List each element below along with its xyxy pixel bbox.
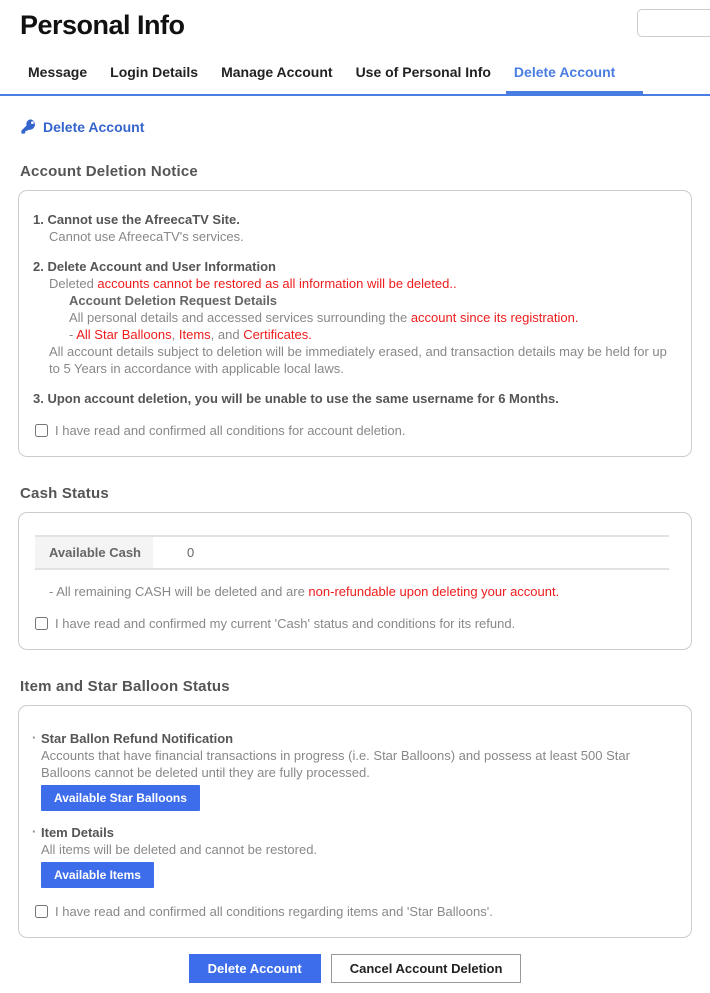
delete-account-subheader [20, 118, 692, 135]
notice-item2-title: 2. Delete Account and User Information [33, 259, 276, 274]
items-panel [18, 705, 692, 938]
notice-request-title: Account Deletion Request Details [69, 293, 278, 308]
cancel-account-deletion-button[interactable]: Cancel Account Deletion [331, 954, 522, 983]
tab-message[interactable]: Message [28, 64, 88, 80]
cash-heading: Cash Status [20, 485, 109, 502]
items-confirm-checkbox[interactable] [35, 905, 48, 918]
star-refund-title: · Star Ballon Refund Notification [41, 730, 671, 747]
notice-request-line1: All personal details and accessed services surrounding the account since its registration. [69, 310, 579, 325]
star-refund-desc: Accounts that have financial transactions in progress (i.e. Star Balloons) and possess at least 500 Star Balloons cannot be deleted until they are fully processed. [41, 748, 630, 780]
cash-note-red: non-refundable upon deleting your account. [308, 584, 560, 599]
notice-request-line1-red: account since its registration. [410, 310, 579, 325]
items-heading: Item and Star Balloon Status [20, 678, 230, 695]
notice-item1-title: 1. Cannot use the AfreecaTV Site. [33, 212, 240, 227]
tab-manage-account[interactable]: Manage Account [221, 64, 333, 80]
notice-confirm-label: I have read and confirmed all conditions for account deletion. [55, 423, 406, 438]
available-items-button[interactable]: Available Items [41, 862, 154, 888]
cash-confirm-label: I have read and confirmed my current 'Cash' status and conditions for its refund. [55, 616, 516, 631]
items-confirm-row [35, 904, 671, 919]
available-star-balloons-button[interactable]: Available Star Balloons [41, 785, 200, 811]
notice-item1-desc: Cannot use AfreecaTV's services. [49, 229, 244, 244]
tab-bar [0, 52, 710, 96]
cash-table-value: 0 [187, 545, 195, 560]
main-content [0, 118, 710, 983]
footer-actions [18, 954, 692, 983]
key-icon [20, 118, 37, 135]
tab-login-details[interactable]: Login Details [110, 64, 199, 80]
cash-table [35, 535, 669, 570]
notice-confirm-checkbox[interactable] [35, 424, 48, 437]
notice-heading: Account Deletion Notice [20, 163, 198, 180]
page-title: Personal Info [20, 10, 185, 40]
notice-panel [18, 190, 692, 457]
header-search-input[interactable] [637, 9, 710, 37]
cash-confirm-row [35, 616, 671, 631]
tab-delete-account[interactable]: Delete Account [513, 64, 616, 80]
item-details-title: · Item Details [41, 824, 671, 841]
notice-item2-line1: Deleted accounts cannot be restored as all information will be deleted.. [49, 276, 457, 291]
notice-item2-line1-red: accounts cannot be restored as all information will be deleted.. [97, 276, 457, 291]
tab-use-of-personal-info[interactable]: Use of Personal Info [355, 64, 491, 80]
item-details-desc: All items will be deleted and cannot be restored. [41, 842, 318, 857]
notice-item2-note: All account details subject to deletion will be immediately erased, and transaction details may be held for up to 5 Years in accordance with applicable local laws. [49, 344, 667, 376]
notice-item3-title: 3. Upon account deletion, you will be unable to use the same username for 6 Months. [33, 391, 559, 406]
cash-note: - All remaining CASH will be deleted and are non-refundable upon deleting your account. [49, 584, 560, 599]
cash-confirm-checkbox[interactable] [35, 617, 48, 630]
items-confirm-label: I have read and confirmed all conditions regarding items and 'Star Balloons'. [55, 904, 493, 919]
notice-confirm-row [35, 423, 671, 438]
subheader-label: Delete Account [43, 118, 145, 135]
page-header [0, 0, 710, 52]
cash-table-label: Available Cash [35, 537, 153, 568]
notice-request-line2: - All Star Balloons, Items, and Certificates. [69, 327, 312, 342]
cash-panel [18, 512, 692, 650]
delete-account-button[interactable]: Delete Account [189, 954, 321, 983]
